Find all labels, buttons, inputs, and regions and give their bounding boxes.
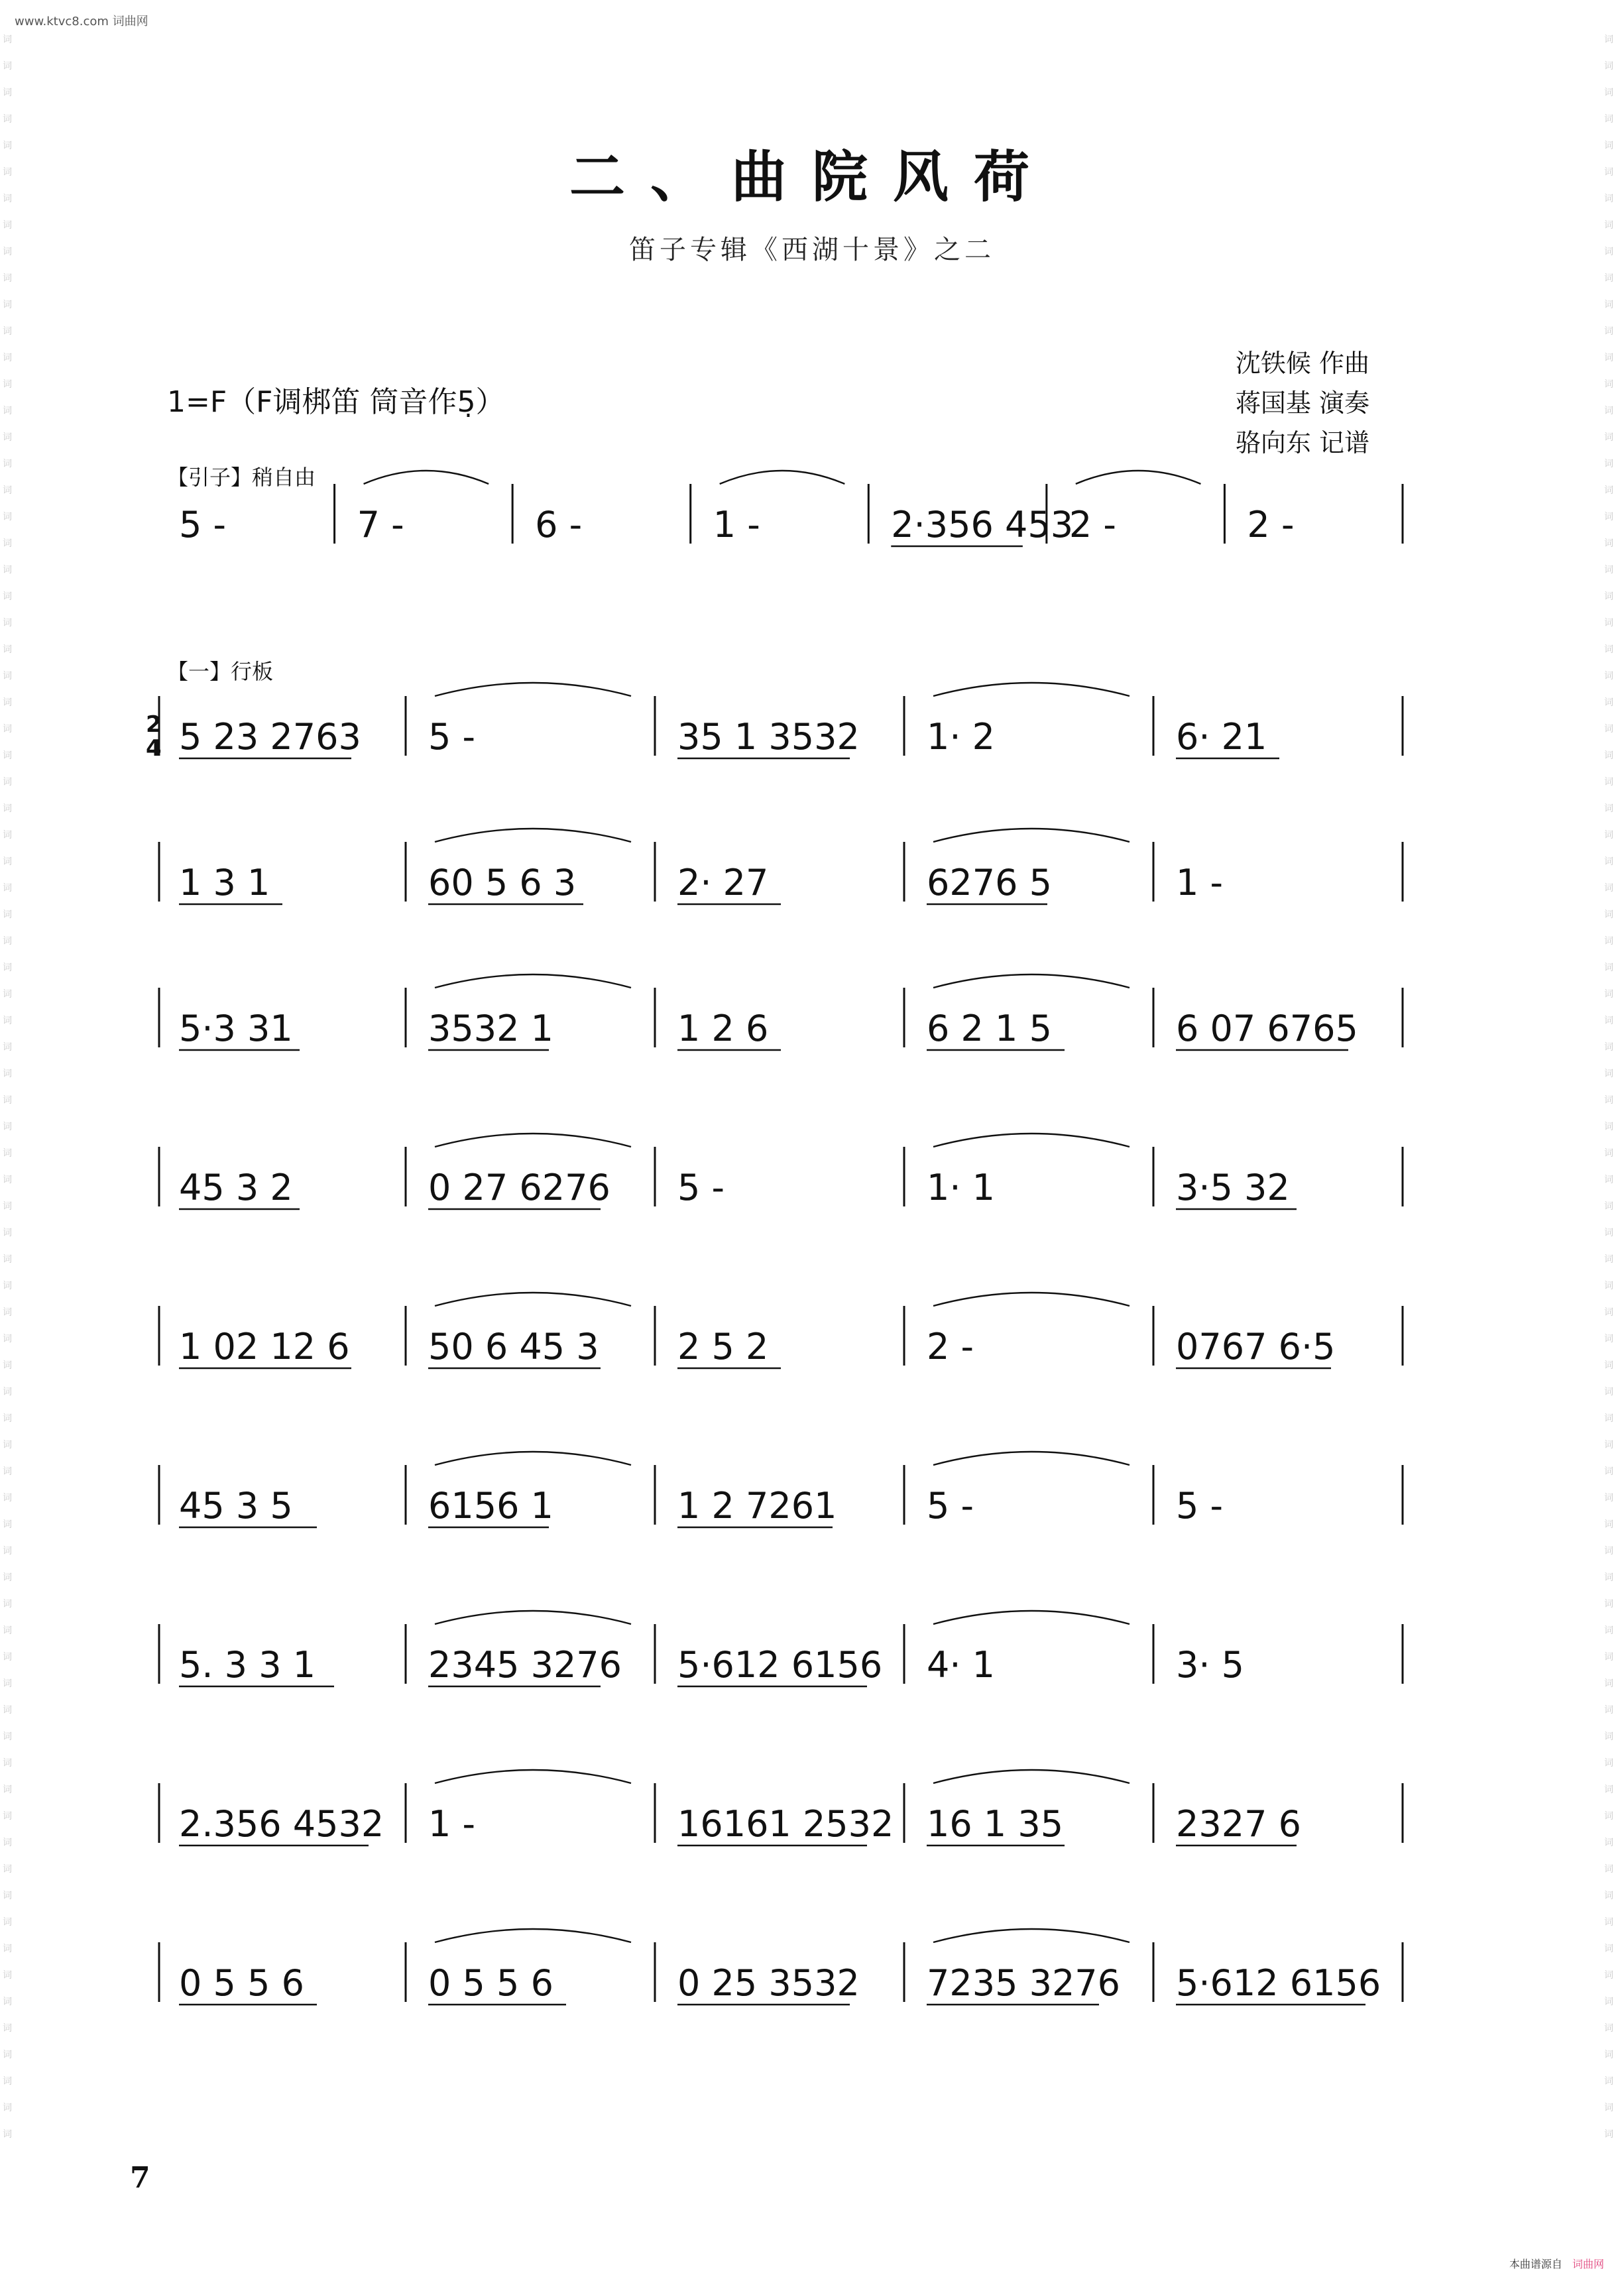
measure-notes: 1 - xyxy=(1176,862,1224,904)
measure-notes: 6 - xyxy=(535,504,583,546)
measure-notes: 5 - xyxy=(1176,1485,1224,1527)
side-watermark-right: 词 词 词 词 词 词 词 词 词 词 词 词 词 词 词 词 词 词 词 词 词 词 词 词 词 词 词 词 词 词 词 词 词 词 词 词 词 词 词 词 词 词 词 词 词 词 词 词 词 词 词 词 词 词 词 词 词 词 词 词 词 词 词 词 词 词 词 词 词 词 词 词 词 词 词 词 词 词 词 词 xyxy=(1604,34,1613,2140)
measure-notes: 2 5 2 xyxy=(677,1326,769,1368)
score-line xyxy=(159,1114,1405,1246)
slur xyxy=(933,1929,1130,1942)
measure-notes: 6156 1 xyxy=(428,1485,553,1527)
time-signature-top: 2 xyxy=(146,711,162,738)
slur xyxy=(435,1452,631,1465)
slur xyxy=(435,1770,631,1783)
score-line xyxy=(159,1432,1405,1564)
measure-notes: 2345 3276 xyxy=(428,1644,622,1686)
credit-transcriber: 骆向东 记谱 xyxy=(1235,428,1369,457)
slur xyxy=(435,683,631,696)
measure-notes: 2 - xyxy=(1069,504,1116,546)
measure-notes: 3532 1 xyxy=(428,1008,553,1049)
measure-notes: 1 - xyxy=(713,504,760,546)
side-watermark-left: 词 词 词 词 词 词 词 词 词 词 词 词 词 词 词 词 词 词 词 词 词 词 词 词 词 词 词 词 词 词 词 词 词 词 词 词 词 词 词 词 词 词 词 词 词 词 词 词 词 词 词 词 词 词 词 词 词 词 词 词 词 词 词 词 词 词 词 词 词 词 词 词 词 词 词 词 词 词 词 词 xyxy=(3,34,12,2140)
measure-notes: 5·612 6156 xyxy=(677,1644,883,1686)
header-url: www.ktvc8.com 词曲网 xyxy=(15,15,148,29)
score-line xyxy=(159,955,1405,1087)
slur xyxy=(933,1134,1130,1147)
measure-notes: 1 2 6 xyxy=(677,1008,769,1049)
measure-notes: 60 5 6 3 xyxy=(428,862,577,904)
score-line-svg xyxy=(159,1114,1405,1246)
footer xyxy=(1509,2256,1604,2271)
measure-notes: 0 5 5 6 xyxy=(428,1962,553,2004)
credit-performer: 蒋国基 演奏 xyxy=(1235,388,1369,418)
measure-notes: 6· 21 xyxy=(1176,716,1267,758)
measure-notes: 0 25 3532 xyxy=(677,1962,860,2004)
measure-notes: 1 - xyxy=(428,1803,476,1845)
section-part1: 【一】行板 xyxy=(167,659,274,684)
time-signature-bottom: 4 xyxy=(146,735,162,762)
measure-notes: 1 3 1 xyxy=(179,862,270,904)
score-line xyxy=(159,1273,1405,1405)
credits xyxy=(1236,343,1369,463)
slur xyxy=(933,683,1130,696)
measure-notes: 6 07 6765 xyxy=(1176,1008,1358,1049)
measure-notes: 6276 5 xyxy=(927,862,1052,904)
score-line-svg xyxy=(159,1909,1405,2042)
measure-notes: 1· 1 xyxy=(927,1167,996,1208)
measure-notes: 2 - xyxy=(927,1326,974,1368)
measure-notes: 5 23 2763 xyxy=(179,716,361,758)
measure-notes: 50 6 45 3 xyxy=(428,1326,599,1368)
score-line-svg xyxy=(159,1591,1405,1724)
score-line xyxy=(159,1909,1405,2042)
slur xyxy=(1076,471,1201,484)
measure-notes: 2·356 453 xyxy=(891,504,1074,546)
measure-notes: 7 - xyxy=(357,504,404,546)
measure-notes: 6 2 1 5 xyxy=(927,1008,1052,1049)
measure-notes: 1 02 12 6 xyxy=(179,1326,350,1368)
score-line xyxy=(146,663,1405,795)
measure-notes: 5·3 31 xyxy=(179,1008,293,1049)
slur xyxy=(364,471,489,484)
measure-notes: 16161 2532 xyxy=(677,1803,894,1845)
slur xyxy=(435,829,631,842)
measure-notes: 5. 3 3 1 xyxy=(179,1644,316,1686)
measure-notes: 5·612 6156 xyxy=(1176,1962,1381,2004)
measure-notes: 0767 6·5 xyxy=(1176,1326,1336,1368)
page-number: 7 xyxy=(130,2161,150,2195)
measure-notes: 45 3 5 xyxy=(179,1485,293,1527)
score-line-svg xyxy=(159,1750,1405,1883)
score-line-svg xyxy=(159,451,1405,583)
score-line-svg xyxy=(146,663,1405,795)
section-intro: 【引子】稍自由 xyxy=(167,465,316,490)
measure-notes: 35 1 3532 xyxy=(677,716,860,758)
measure-notes: 16 1 35 xyxy=(927,1803,1064,1845)
score-line-svg xyxy=(159,1273,1405,1405)
score-line-svg xyxy=(159,809,1405,941)
measure-notes: 3·5 32 xyxy=(1176,1167,1290,1208)
measure-notes: 4· 1 xyxy=(927,1644,996,1686)
measure-notes: 5 - xyxy=(179,504,227,546)
slur xyxy=(933,974,1130,988)
credit-composer: 沈铁候 作曲 xyxy=(1235,349,1369,378)
slur xyxy=(435,1134,631,1147)
slur xyxy=(933,1611,1130,1624)
measure-notes: 2· 27 xyxy=(677,862,769,904)
measure-notes: 5 - xyxy=(428,716,476,758)
measure-notes: 0 5 5 6 xyxy=(179,1962,304,2004)
score-line xyxy=(159,451,1405,583)
slur xyxy=(933,1770,1130,1783)
key-signature: 1=F（F调梆笛 筒音作5̣） xyxy=(167,385,505,419)
slur xyxy=(435,1611,631,1624)
slur xyxy=(933,1452,1130,1465)
slur xyxy=(933,829,1130,842)
measure-notes: 2 - xyxy=(1247,504,1295,546)
slur xyxy=(435,1293,631,1306)
slur xyxy=(720,471,845,484)
measure-notes: 3· 5 xyxy=(1176,1644,1245,1686)
measure-notes: 5 - xyxy=(927,1485,974,1527)
measure-notes: 2.356 4532 xyxy=(179,1803,384,1845)
score-line xyxy=(159,809,1405,941)
score-line xyxy=(159,1750,1405,1883)
measure-notes: 0 27 6276 xyxy=(428,1167,610,1208)
measure-notes: 1 2 7261 xyxy=(677,1485,837,1527)
slur xyxy=(435,1929,631,1942)
slur xyxy=(933,1293,1130,1306)
measure-notes: 7235 3276 xyxy=(927,1962,1121,2004)
footer-source: 本曲谱源自 xyxy=(1509,2258,1562,2270)
score-line-svg xyxy=(159,955,1405,1087)
slur xyxy=(435,974,631,988)
measure-notes: 1· 2 xyxy=(927,716,996,758)
measure-notes: 2327 6 xyxy=(1176,1803,1301,1845)
measure-notes: 5 - xyxy=(677,1167,725,1208)
footer-site: 词曲网 xyxy=(1572,2258,1604,2270)
score-line-svg xyxy=(159,1432,1405,1564)
measure-notes: 45 3 2 xyxy=(179,1167,293,1208)
score-line xyxy=(159,1591,1405,1724)
page-title: 二、曲院风荷 xyxy=(569,144,1055,209)
page-subtitle: 笛子专辑《西湖十景》之二 xyxy=(629,235,995,265)
